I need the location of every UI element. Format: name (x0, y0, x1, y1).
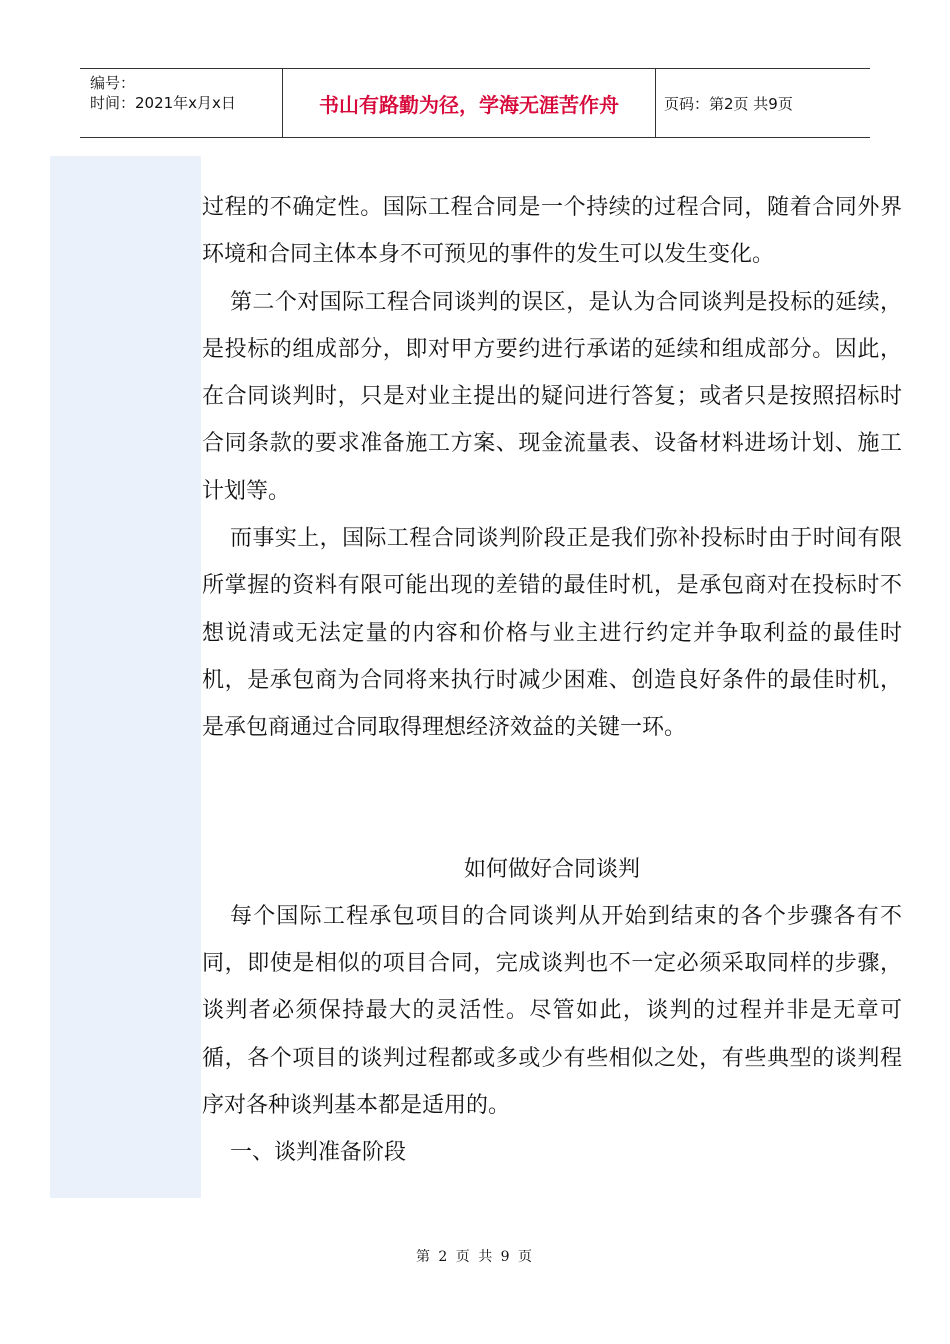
document-body (202, 184, 902, 1177)
paragraph-1: 过程的不确定性。国际工程合同是一个持续的过程合同，随着合同外界环境和合同主体本身不可预见的事件的发生可以发生变化。 (202, 195, 902, 268)
document-time-label: 时间：2021年x月x日 (90, 94, 236, 112)
header-page-info: 页码：第2页 共9页 (664, 94, 793, 113)
paragraph-5: 一、谈判准备阶段 (230, 1140, 407, 1166)
header-meta (80, 69, 282, 137)
header-motto: 书山有路勤为径，学海无涯苦作舟 (282, 69, 656, 137)
paragraph-2: 第二个对国际工程合同谈判的误区，是认为合同谈判是投标的延续，是投标的组成部分，即对甲方要约进行承诺的延续和组成部分。因此，在合同谈判时，只是对业主提出的疑问进行答复；或者只是按照招标时合同条款的要求准备施工方案、现金流量表、设备材料进场计划、施工计划等。 (202, 289, 902, 504)
page-header (80, 68, 870, 138)
paragraph-4: 每个国际工程承包项目的合同谈判从开始到结束的各个步骤各有不同，即使是相似的项目合同，完成谈判也不一定必须采取同样的步骤，谈判者必须保持最大的灵活性。尽管如此，谈判的过程并非是无章可循，各个项目的谈判过程都或多或少有些相似之处，有些典型的谈判程序对各种谈判基本都是适用的。 (202, 903, 902, 1119)
document-number-label: 编号： (90, 74, 136, 92)
page-footer: 第 2 页 共 9 页 (415, 1249, 535, 1265)
paragraph-3: 而事实上，国际工程合同谈判阶段正是我们弥补投标时由于时间有限所掌握的资料有限可能出现的差错的最佳时机，是承包商对在投标时不想说清或无法定量的内容和价格与业主进行约定并争取利益的最佳时机，是承包商为合同将来执行时减少困难、创造良好条件的最佳时机，是承包商通过合同取得理想经济效益的关键一环。 (202, 526, 902, 741)
section-gap (202, 752, 902, 846)
margin-strip (50, 156, 201, 1198)
section-heading: 如何做好合同谈判 (463, 856, 640, 882)
